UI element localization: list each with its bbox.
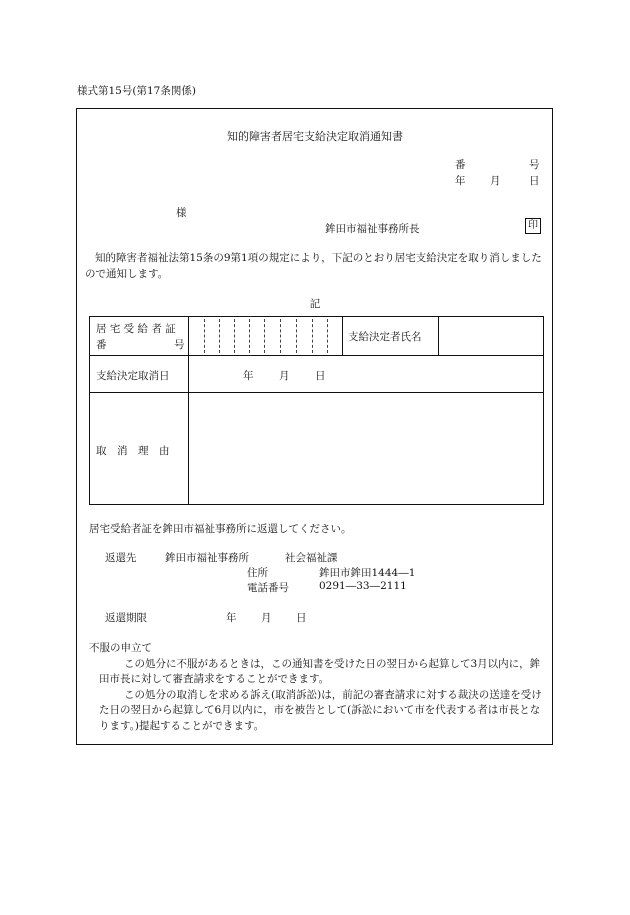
recipient-suffix: 様 (176, 207, 187, 219)
cancel-date-month: 月 (279, 370, 290, 382)
return-dept: 社会福祉課 (285, 552, 338, 564)
objection-heading: 不服の申立て (89, 642, 152, 654)
digit-box-divider (249, 319, 250, 353)
deadline-label: 返還期限 (105, 612, 147, 624)
cancel-date-year: 年 (243, 370, 254, 382)
digit-box-divider (264, 319, 265, 353)
digit-box-divider (204, 319, 205, 353)
table-col-divider (188, 317, 189, 504)
digit-box-divider (312, 319, 313, 353)
notice-body: 知的障害者福祉法第15条の9第1項の規定により，下記のとおり居宅支給決定を取り消しましたので通知します。 (85, 252, 542, 280)
objection-section (89, 641, 549, 734)
date-month-label: 月 (490, 175, 501, 187)
details-table (89, 316, 544, 505)
cancel-date-label: 支給決定取消日 (96, 370, 170, 382)
tel-label: 電話番号 (247, 582, 289, 594)
seal-mark: 印 (525, 218, 541, 234)
cancel-date-day: 日 (315, 370, 326, 382)
number-label-go: 号 (529, 159, 540, 171)
address-label: 住所 (247, 567, 268, 579)
cancel-reason-label: 取 消 理 由 (96, 445, 170, 457)
objection-paragraph-1: この処分に不服があるときは，この通知書を受けた日の翌日から起算して3月以内に，鉾田市長に対して審査請求をすることができます。 (99, 657, 541, 685)
address-value: 鉾田市鉾田1444―1 (319, 567, 416, 579)
tel-value: 0291―33―2111 (319, 580, 407, 592)
deadline-year: 年 (226, 612, 237, 624)
recipient-name-label: 支給決定者氏名 (348, 331, 422, 343)
table-row-divider (90, 392, 543, 393)
issuer-name: 鉾田市福祉事務所長 (325, 223, 420, 235)
digit-box-divider (327, 319, 328, 353)
cert-number-label-line1: 居 宅 受 給 者 証 (96, 323, 176, 335)
document-title: 知的障害者居宅支給決定取消通知書 (227, 130, 403, 143)
return-office: 鉾田市福祉事務所 (165, 552, 249, 564)
return-to-label: 返還先 (105, 552, 137, 564)
table-row-divider (90, 355, 543, 356)
table-col-divider (438, 317, 439, 355)
digit-box-divider (296, 319, 297, 353)
date-year-label: 年 (455, 175, 466, 187)
cert-number-label-go: 号 (174, 339, 185, 351)
number-label-ban: 番 (455, 159, 466, 171)
digit-box-divider (219, 319, 220, 353)
digit-box-divider (234, 319, 235, 353)
deadline-day: 日 (296, 612, 307, 624)
table-col-divider (342, 317, 343, 355)
objection-paragraph-2: この処分の取消しを求める訴え(取消訴訟)は，前記の審査請求に対する裁決の送達を受けた日の翌日から起算して6月以内に，市を被告として(訴訟において市を代表する者は市長となります。)提起することができます。 (99, 688, 542, 732)
digit-box-divider (280, 319, 281, 353)
date-day-label: 日 (529, 175, 540, 187)
cert-number-label-ban: 番 (96, 339, 107, 351)
return-notice: 居宅受給者証を鉾田市福祉事務所に返還してください。 (89, 523, 352, 535)
form-number-label: 様式第15号(第17条関係) (77, 85, 196, 97)
deadline-month: 月 (261, 612, 272, 624)
ki-heading: 記 (309, 298, 321, 310)
